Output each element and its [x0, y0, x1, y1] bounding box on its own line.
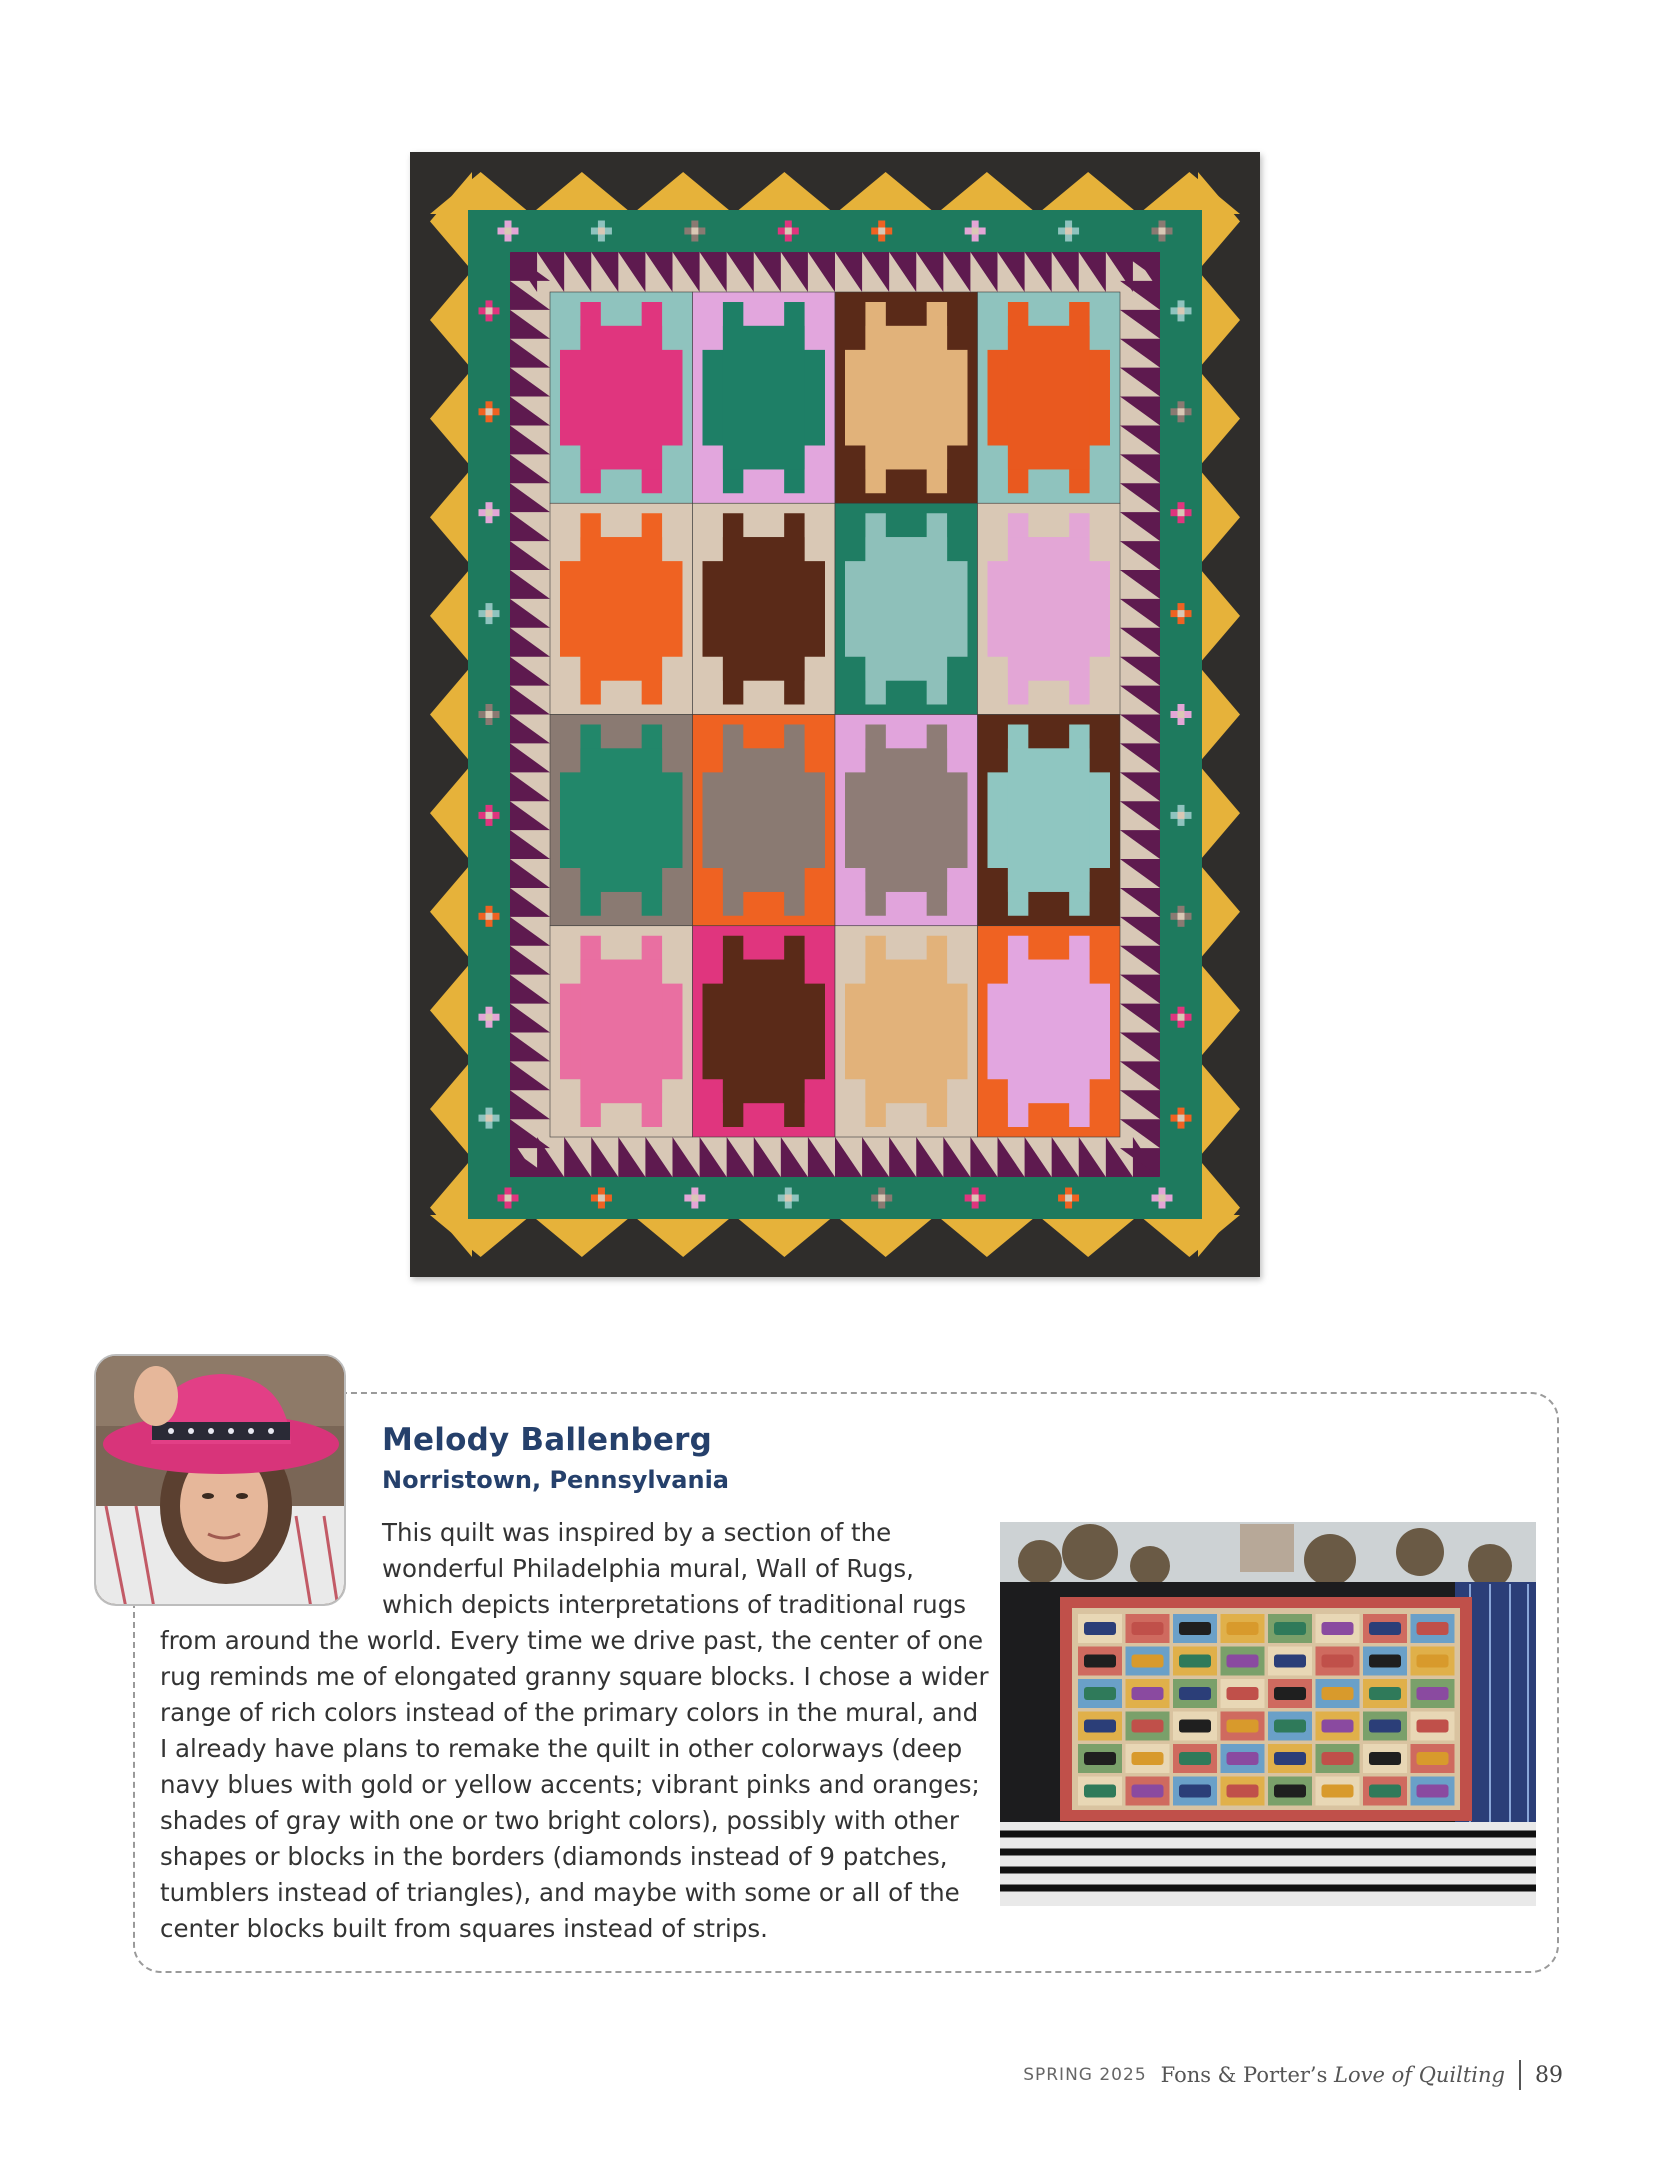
footer-season: SPRING 2025 — [1023, 2065, 1147, 2085]
quilter-name: Melody Ballenberg — [382, 1422, 712, 1458]
quilt-photo — [410, 152, 1260, 1277]
story-line: tumblers instead of triangles), and maybe with some or all of the — [160, 1878, 960, 1907]
footer-magazine — [1161, 2063, 1505, 2087]
story-line: center blocks built from squares instead of strips. — [160, 1914, 768, 1943]
quilter-avatar-photo — [94, 1354, 346, 1606]
story-line: shades of gray with one or two bright colors), possibly with other — [160, 1806, 959, 1835]
story-line: shapes or blocks in the borders (diamonds instead of 9 patches, — [160, 1842, 948, 1871]
wall-of-rugs-mural-photo — [1000, 1522, 1536, 1906]
quilter-location: Norristown, Pennsylvania — [382, 1466, 729, 1494]
page-number: 89 — [1535, 2062, 1563, 2088]
story-line: This quilt was inspired by a section of the — [382, 1518, 892, 1547]
story-line: which depicts interpretations of traditional rugs — [382, 1590, 967, 1619]
story-line: I already have plans to remake the quilt in other colorways (deep — [160, 1734, 963, 1763]
footer-magazine-prefix: Fons & Porter’s — [1160, 2063, 1335, 2087]
story-line: wonderful Philadelphia mural, Wall of Rugs, — [382, 1554, 914, 1583]
footer-divider — [1519, 2060, 1521, 2090]
footer-magazine-title: Love of Quilting — [1334, 2063, 1505, 2087]
story-line: rug reminds me of elongated granny square blocks. I chose a wider — [160, 1662, 989, 1691]
story-line: navy blues with gold or yellow accents; vibrant pinks and oranges; — [160, 1770, 980, 1799]
story-line: range of rich colors instead of the primary colors in the mural, and — [160, 1698, 979, 1727]
page-footer — [1023, 2060, 1563, 2090]
story-line: from around the world. Every time we drive past, the center of one — [160, 1626, 984, 1655]
